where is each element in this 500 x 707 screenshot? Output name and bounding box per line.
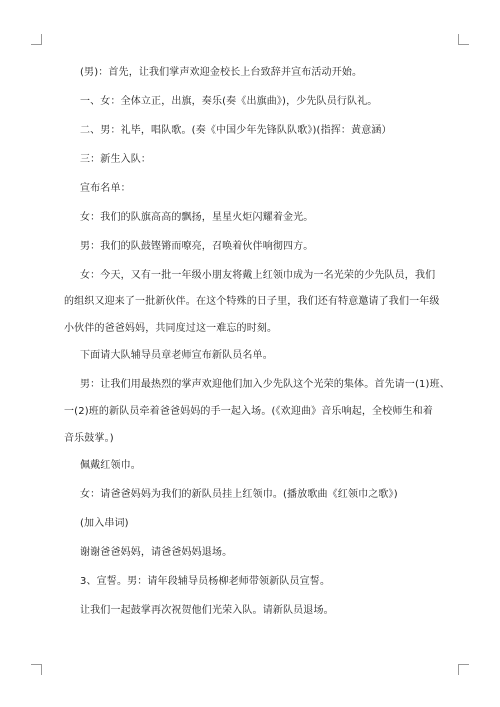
paragraph-line: 宣布名单： — [80, 183, 131, 194]
paragraph-line: 三：新生入队： — [80, 154, 152, 165]
paragraph-line: 音乐鼓掌。) — [64, 433, 114, 444]
paragraph-line: (加入串词) — [80, 518, 129, 529]
paragraph-line: 的组织又迎来了一批新伙伴。在这个特殊的日子里，我们还有特意邀请了我们一年级 — [64, 296, 440, 307]
paragraph-line: 让我们一起鼓掌再次祝贺他们光荣入队。请新队员退场。 — [80, 605, 334, 616]
paragraph-line: 女：我们的队旗高高的飘扬，星星火炬闪耀着金光。 — [80, 212, 314, 223]
paragraph-line: 3、宣誓。男：请年段辅导员杨柳老师带领新队员宣誓。 — [80, 576, 331, 587]
paragraph-line: 女：请爸爸妈妈为我们的新队员挂上红领巾。(播放歌曲《红领巾之歌》) — [80, 489, 398, 500]
paragraph-line: 男：让我们用最热烈的掌声欢迎他们加入少先队这个光荣的集体。首先请一(1)班、 — [80, 379, 450, 390]
paragraph-line: 小伙伴的爸爸妈妈，共同度过这一难忘的时刻。 — [64, 323, 278, 334]
crop-mark-bottom-right — [458, 664, 469, 675]
crop-mark-top-left — [31, 34, 42, 45]
paragraph-line: 一(2)班的新队员牵着爸爸妈妈的手一起入场。(《欢迎曲》音乐响起，全校师生和着 — [64, 406, 433, 417]
paragraph-line: 一、女：全体立正，出旗，奏乐(奏《出旗曲》)，少先队员行队礼。 — [80, 96, 378, 107]
paragraph-line: 男：我们的队鼓铿锵而嘹亮，召唤着伙伴响彻四方。 — [80, 241, 314, 252]
crop-mark-bottom-left — [31, 664, 42, 675]
crop-mark-top-right — [458, 34, 469, 45]
paragraph-line: (男)：首先，让我们掌声欢迎金校长上台致辞并宣布活动开始。 — [80, 67, 363, 78]
paragraph-line: 下面请大队辅导员章老师宣布新队员名单。 — [80, 350, 273, 361]
paragraph-line: 佩戴红领巾。 — [80, 460, 141, 471]
paragraph-line: 女：今天，又有一批一年级小朋友将戴上红领巾成为一名光荣的少先队员，我们 — [80, 270, 436, 281]
paragraph-line: 谢谢爸爸妈妈，请爸爸妈妈退场。 — [80, 547, 233, 558]
paragraph-line: 二、男：礼毕，唱队歌。(奏《中国少年先锋队队歌》)(指挥：黄意涵） — [80, 125, 392, 136]
